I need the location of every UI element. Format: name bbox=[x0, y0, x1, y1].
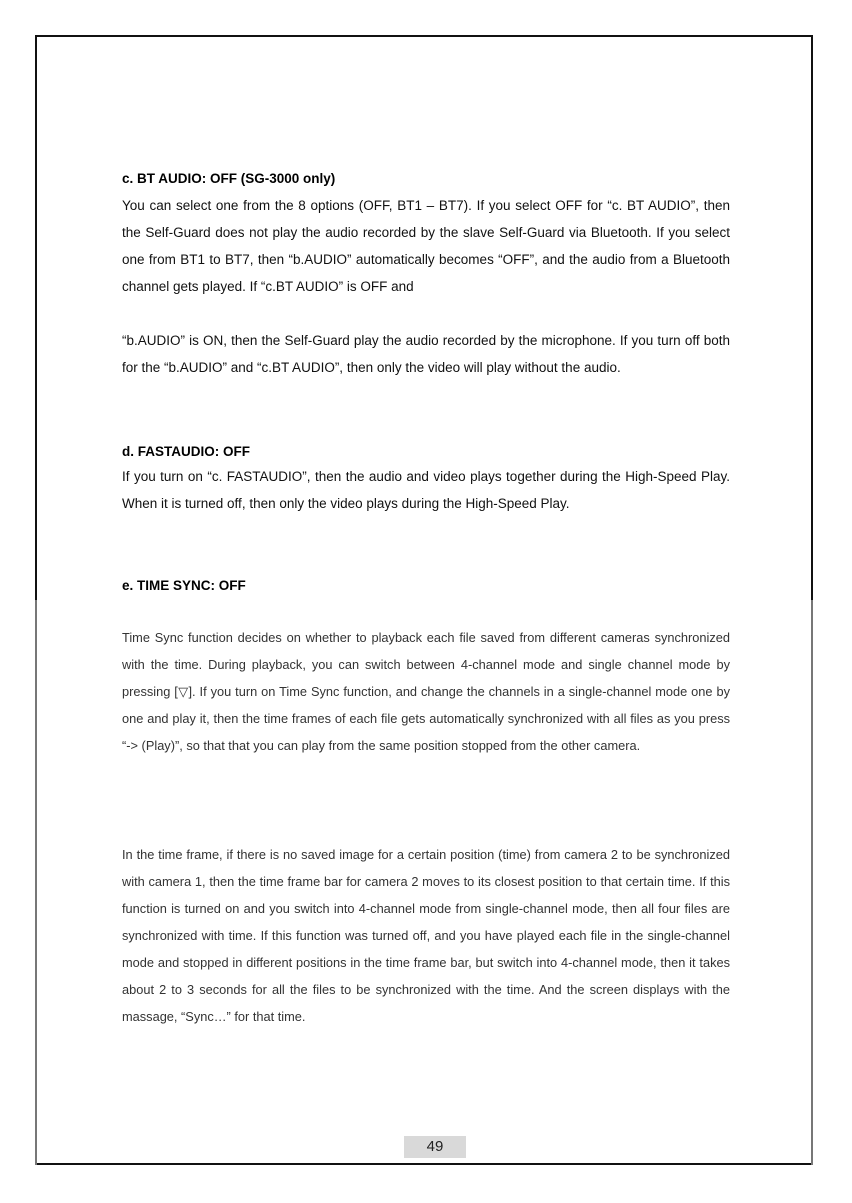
section-d-heading: d. FASTAUDIO: OFF bbox=[122, 444, 250, 459]
section-e-paragraph-1: Time Sync function decides on whether to playback each file saved from different cameras synchronized with the time. During playback, you can switch between 4-channel mode and single channel mode by pressing [▽]. If you turn on Time Sync function, and change the channels in a single-channel mode one by one and play it, then the time frames of each file gets automatically synchronized with all files as you press “-> (Play)”, so that that you can play from the same position stopped from the other camera. bbox=[122, 630, 730, 753]
section-c-paragraph-2: “b.AUDIO” is ON, then the Self-Guard play the audio recorded by the microphone. If you turn off both for the “b.AUDIO” and “c.BT AUDIO”, then only the video will play without the audio. bbox=[122, 333, 730, 375]
page-number: 49 bbox=[404, 1136, 466, 1158]
section-c-paragraph-1: You can select one from the 8 options (OFF, BT1 – BT7). If you select OFF for “c. BT AUDIO”, then the Self-Guard does not play the audio recorded by the slave Self-Guard via Bluetooth. If you select one from BT1 to BT7, then “b.AUDIO” automatically becomes “OFF”, and the audio from a Bluetooth channel gets played. If “c.BT AUDIO” is OFF and bbox=[122, 198, 730, 294]
section-d-paragraph-1: If you turn on “c. FASTAUDIO”, then the audio and video plays together during the High-Speed Play. When it is turned off, then only the video plays during the High-Speed Play. bbox=[122, 469, 730, 511]
section-e-paragraph-2: In the time frame, if there is no saved image for a certain position (time) from camera 2 to be synchronized with camera 1, then the time frame bar for camera 2 moves to its closest position to that certain time. If this function is turned on and you switch into 4-channel mode from single-channel mode, then all four files are synchronized with time. If this function was turned off, and you have played each file in the single-channel mode and stopped in different positions in the time frame bar, but switch into 4-channel mode, then it takes about 2 to 3 seconds for all the files to be synchronized with the time. And the screen displays with the massage, “Sync…” for that time. bbox=[122, 847, 730, 1024]
section-c-heading: c. BT AUDIO: OFF (SG-3000 only) bbox=[122, 171, 336, 186]
section-e-heading: e. TIME SYNC: OFF bbox=[122, 578, 246, 593]
